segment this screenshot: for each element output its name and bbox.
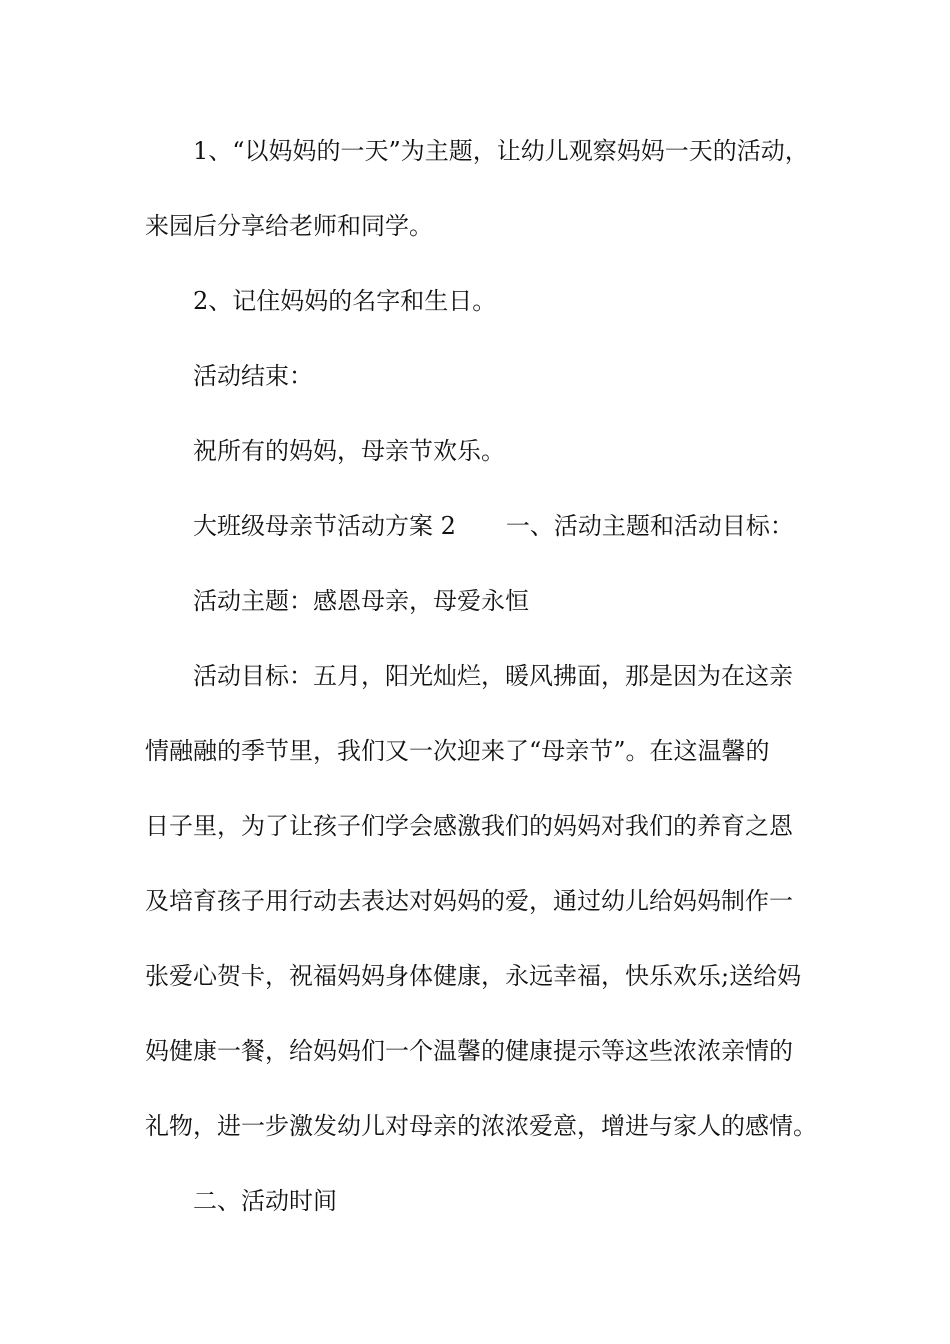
paragraph-line: 祝所有的妈妈，母亲节欢乐。	[193, 437, 505, 465]
paragraph-line: 及培育孩子用行动去表达对妈妈的爱，通过幼儿给妈妈制作一	[145, 887, 793, 915]
paragraph-line: 1、“以妈妈的一天”为主题，让幼儿观察妈妈一天的活动，	[193, 137, 809, 165]
paragraph-line: 日子里，为了让孩子们学会感激我们的妈妈对我们的养育之恩	[145, 812, 793, 840]
paragraph-line: 情融融的季节里，我们又一次迎来了“母亲节”。在这温馨的	[145, 737, 770, 765]
paragraph-line: 来园后分享给老师和同学。	[145, 212, 433, 240]
paragraph-line: 2、记住妈妈的名字和生日。	[193, 287, 497, 315]
section-heading-line	[193, 510, 794, 542]
document-title: 大班级母亲节活动方案 2	[193, 512, 456, 540]
section-heading: 二、活动时间	[193, 1187, 337, 1215]
paragraph-line: 活动主题：感恩母亲，母爱永恒	[193, 587, 529, 615]
paragraph-line: 妈健康一餐，给妈妈们一个温馨的健康提示等这些浓浓亲情的	[145, 1037, 793, 1065]
section-heading: 一、活动主题和活动目标：	[505, 512, 794, 540]
paragraph-line: 礼物，进一步激发幼儿对母亲的浓浓爱意，增进与家人的感情。	[145, 1112, 817, 1140]
paragraph-line: 活动结束：	[193, 362, 313, 390]
paragraph-line: 活动目标：五月，阳光灿烂，暖风拂面，那是因为在这亲	[193, 662, 793, 690]
paragraph-line: 张爱心贺卡，祝福妈妈身体健康，永远幸福，快乐欢乐;送给妈	[145, 962, 802, 990]
